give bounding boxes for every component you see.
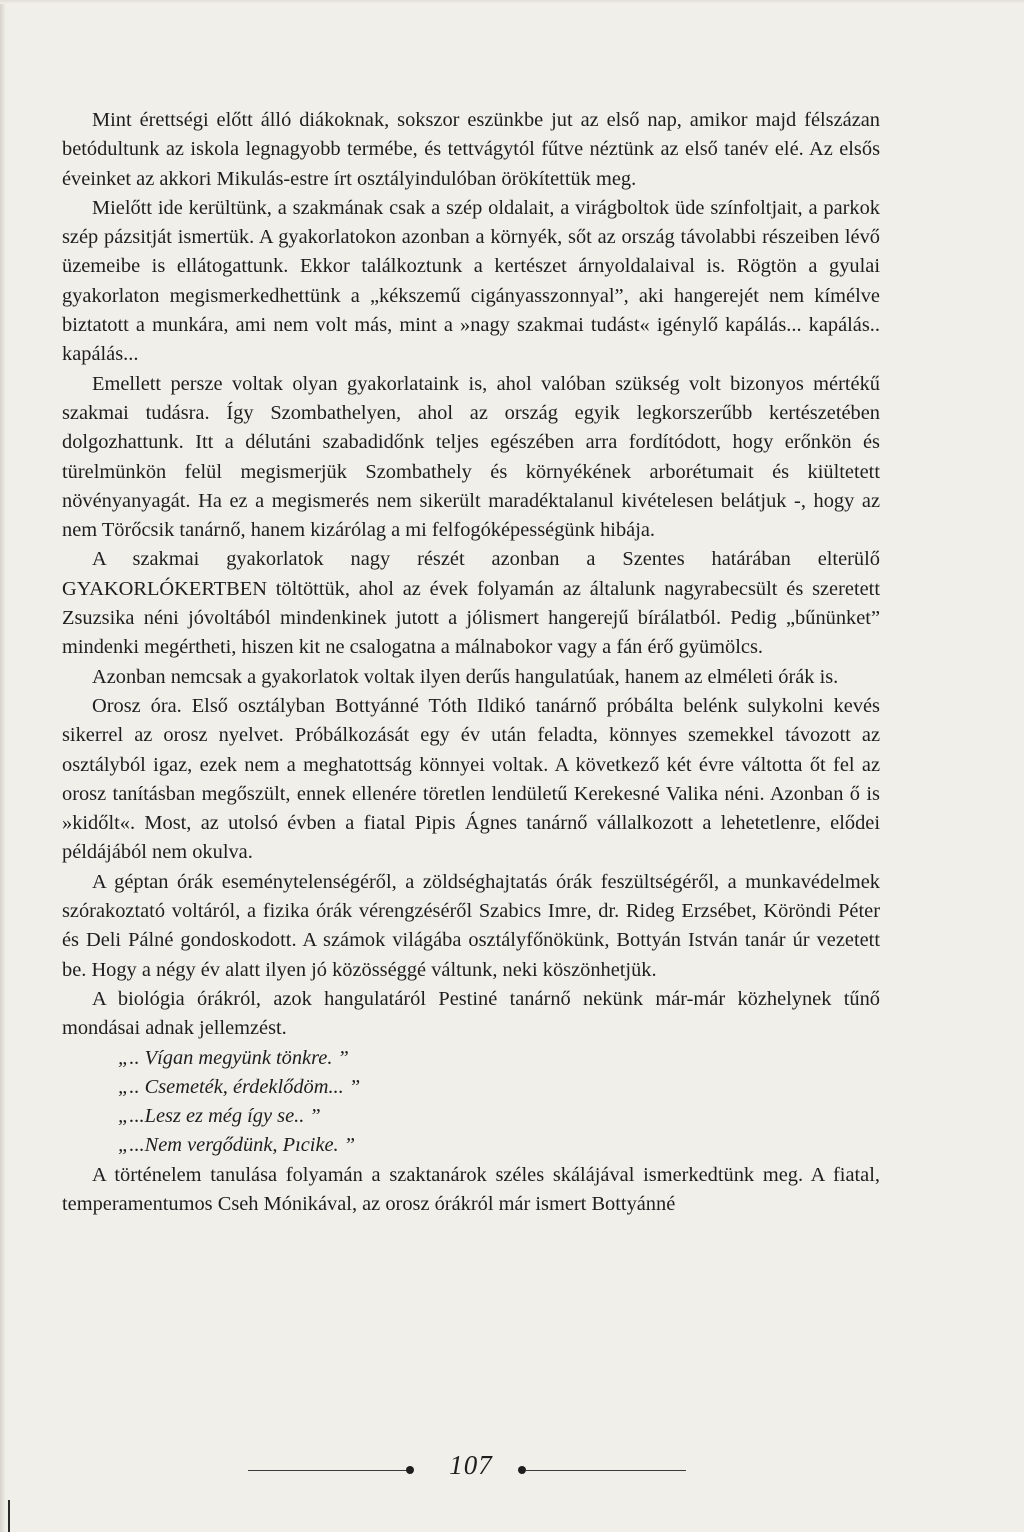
quote-1: „.. Vígan megyünk tönkre. ”	[118, 1046, 349, 1069]
footer-rule-left	[248, 1470, 408, 1471]
binding-mark	[8, 1500, 10, 1532]
paragraph-6: Orosz óra. Első osztályban Bottyánné Tóth Ildikó tanárnő próbálta belénk sulykolni kevés sikerrel az orosz nyelvet. Próbálkozását egy év után feladta, könnyes szemekkel távozott az osztályból igaz, ezek nem a meghatottság könnyei voltak. A következő két évre váltotta őt fel az orosz tanításban megőszült, ennek ellenére töretlen lendületű Kerekesné Valika néni. Azonban ő is »kidőlt«. Most, az utolsó évben a fiatal Pipis Ágnes tanárnő vállalkozott a lehetetlenre, elődei példájából nem okulva.	[62, 694, 880, 864]
page-edge-shadow	[0, 0, 6, 1532]
paragraph-2: Mielőtt ide kerültünk, a szakmának csak a szép oldalait, a virágboltok üde színfoltjait, a parkok szép pázsitját ismertük. A gyakorlatokon azonban a környék, sőt az ország távolabbi részeiben lévő üzemeibe is ellátogattunk. Ekkor találkoztunk a kertészet árnyoldalaival is. Rögtön a gyulai gyakorlaton megismerkedhettünk a „kékszemű cigányasszonnyal”, aki hangerejét nem kímélve biztatott a munkára, ami nem volt más, mint a »nagy szakmai tudást« igénylő kapálás... kapálás.. kapálás...	[62, 196, 880, 366]
quote-3: „...Lesz ez még így se.. ”	[118, 1105, 321, 1128]
paragraph-4: A szakmai gyakorlatok nagy részét azonban a Szentes határában elterülő GYAKORLÓKERTBEN töltöttük, ahol az évek folyamán az általunk nagyrabecsült és szeretett Zsuzsika néni jóvoltából mindenkinek jutott a jólismert hangerejű bírálatból. Pedig „bűnünket” mindenki megértheti, hiszen kit ne csalogatna a málnabokor vagy a fán érő gyümölcs.	[62, 548, 880, 659]
page-footer	[0, 1446, 1024, 1496]
paragraph-3: Emellett persze voltak olyan gyakorlataink is, ahol valóban szükség volt bizonyos mértékű szakmai tudásra. Így Szombathelyen, ahol az ország egyik legkorszerűbb kertészetében dolgozhattunk. Itt a délutáni szabadidőnk teljes egészében arra fordítódott, hogy erőnkön és türelmünkön felül megismerjük Szombathely és környékének arborétumait és kiültetett növényanyagát. Ha ez a megismerés nem sikerült maradéktalanul kivételesen belátjuk -, hogy az nem Törőcsik tanárnő, hanem kizárólag a mi felfogóképességünk hibája.	[62, 372, 880, 542]
paragraph-8: A biológia órákról, azok hangulatáról Pestiné tanárnő nekünk már-már közhelynek tűnő mondásai adnak jellemzést.	[62, 987, 880, 1040]
footer-bullet-right-icon	[518, 1466, 526, 1474]
page-top-shadow	[0, 0, 1024, 4]
quote-2: „.. Csemeték, érdeklődöm... ”	[118, 1075, 361, 1098]
footer-rule-right	[526, 1470, 686, 1471]
page-number: 107	[449, 1450, 493, 1480]
paragraph-1: Mint érettségi előtt álló diákoknak, sokszor eszünkbe jut az első nap, amikor majd félszázan betódultunk az iskola legnagyobb termébe, és tettvágytól fűtve néztünk az első tanév elé. Az elsős éveinket az akkori Mikulás-estre írt osztályindulóban örökítettük meg.	[62, 109, 880, 190]
body-text	[62, 106, 880, 1219]
quote-4: „...Nem vergődünk, Pıcike. ”	[118, 1134, 356, 1157]
footer-bullet-left-icon	[406, 1466, 414, 1474]
paragraph-7: A géptan órák eseménytelenségéről, a zöldséghajtatás órák feszültségéről, a munkavédelmek szórakoztató voltáról, a fizika órák vérengzéséről Szabics Imre, dr. Rideg Erzsébet, Köröndi Péter és Deli Pálné gondoskodott. A számok világába osztályfőnökünk, Bottyán István tanár úr vezetett be. Hogy a négy év alatt ilyen jó közösséggé váltunk, neki köszönhetjük.	[62, 870, 880, 981]
closing-paragraph: A történelem tanulása folyamán a szaktanárok széles skálájával ismerkedtünk meg. A fiatal, temperamentumos Cseh Mónikával, az orosz órákról már ismert Bottyánné	[62, 1163, 880, 1215]
paragraph-5: Azonban nemcsak a gyakorlatok voltak ilyen derűs hangulatúak, hanem az elméleti órák is.	[92, 665, 839, 688]
